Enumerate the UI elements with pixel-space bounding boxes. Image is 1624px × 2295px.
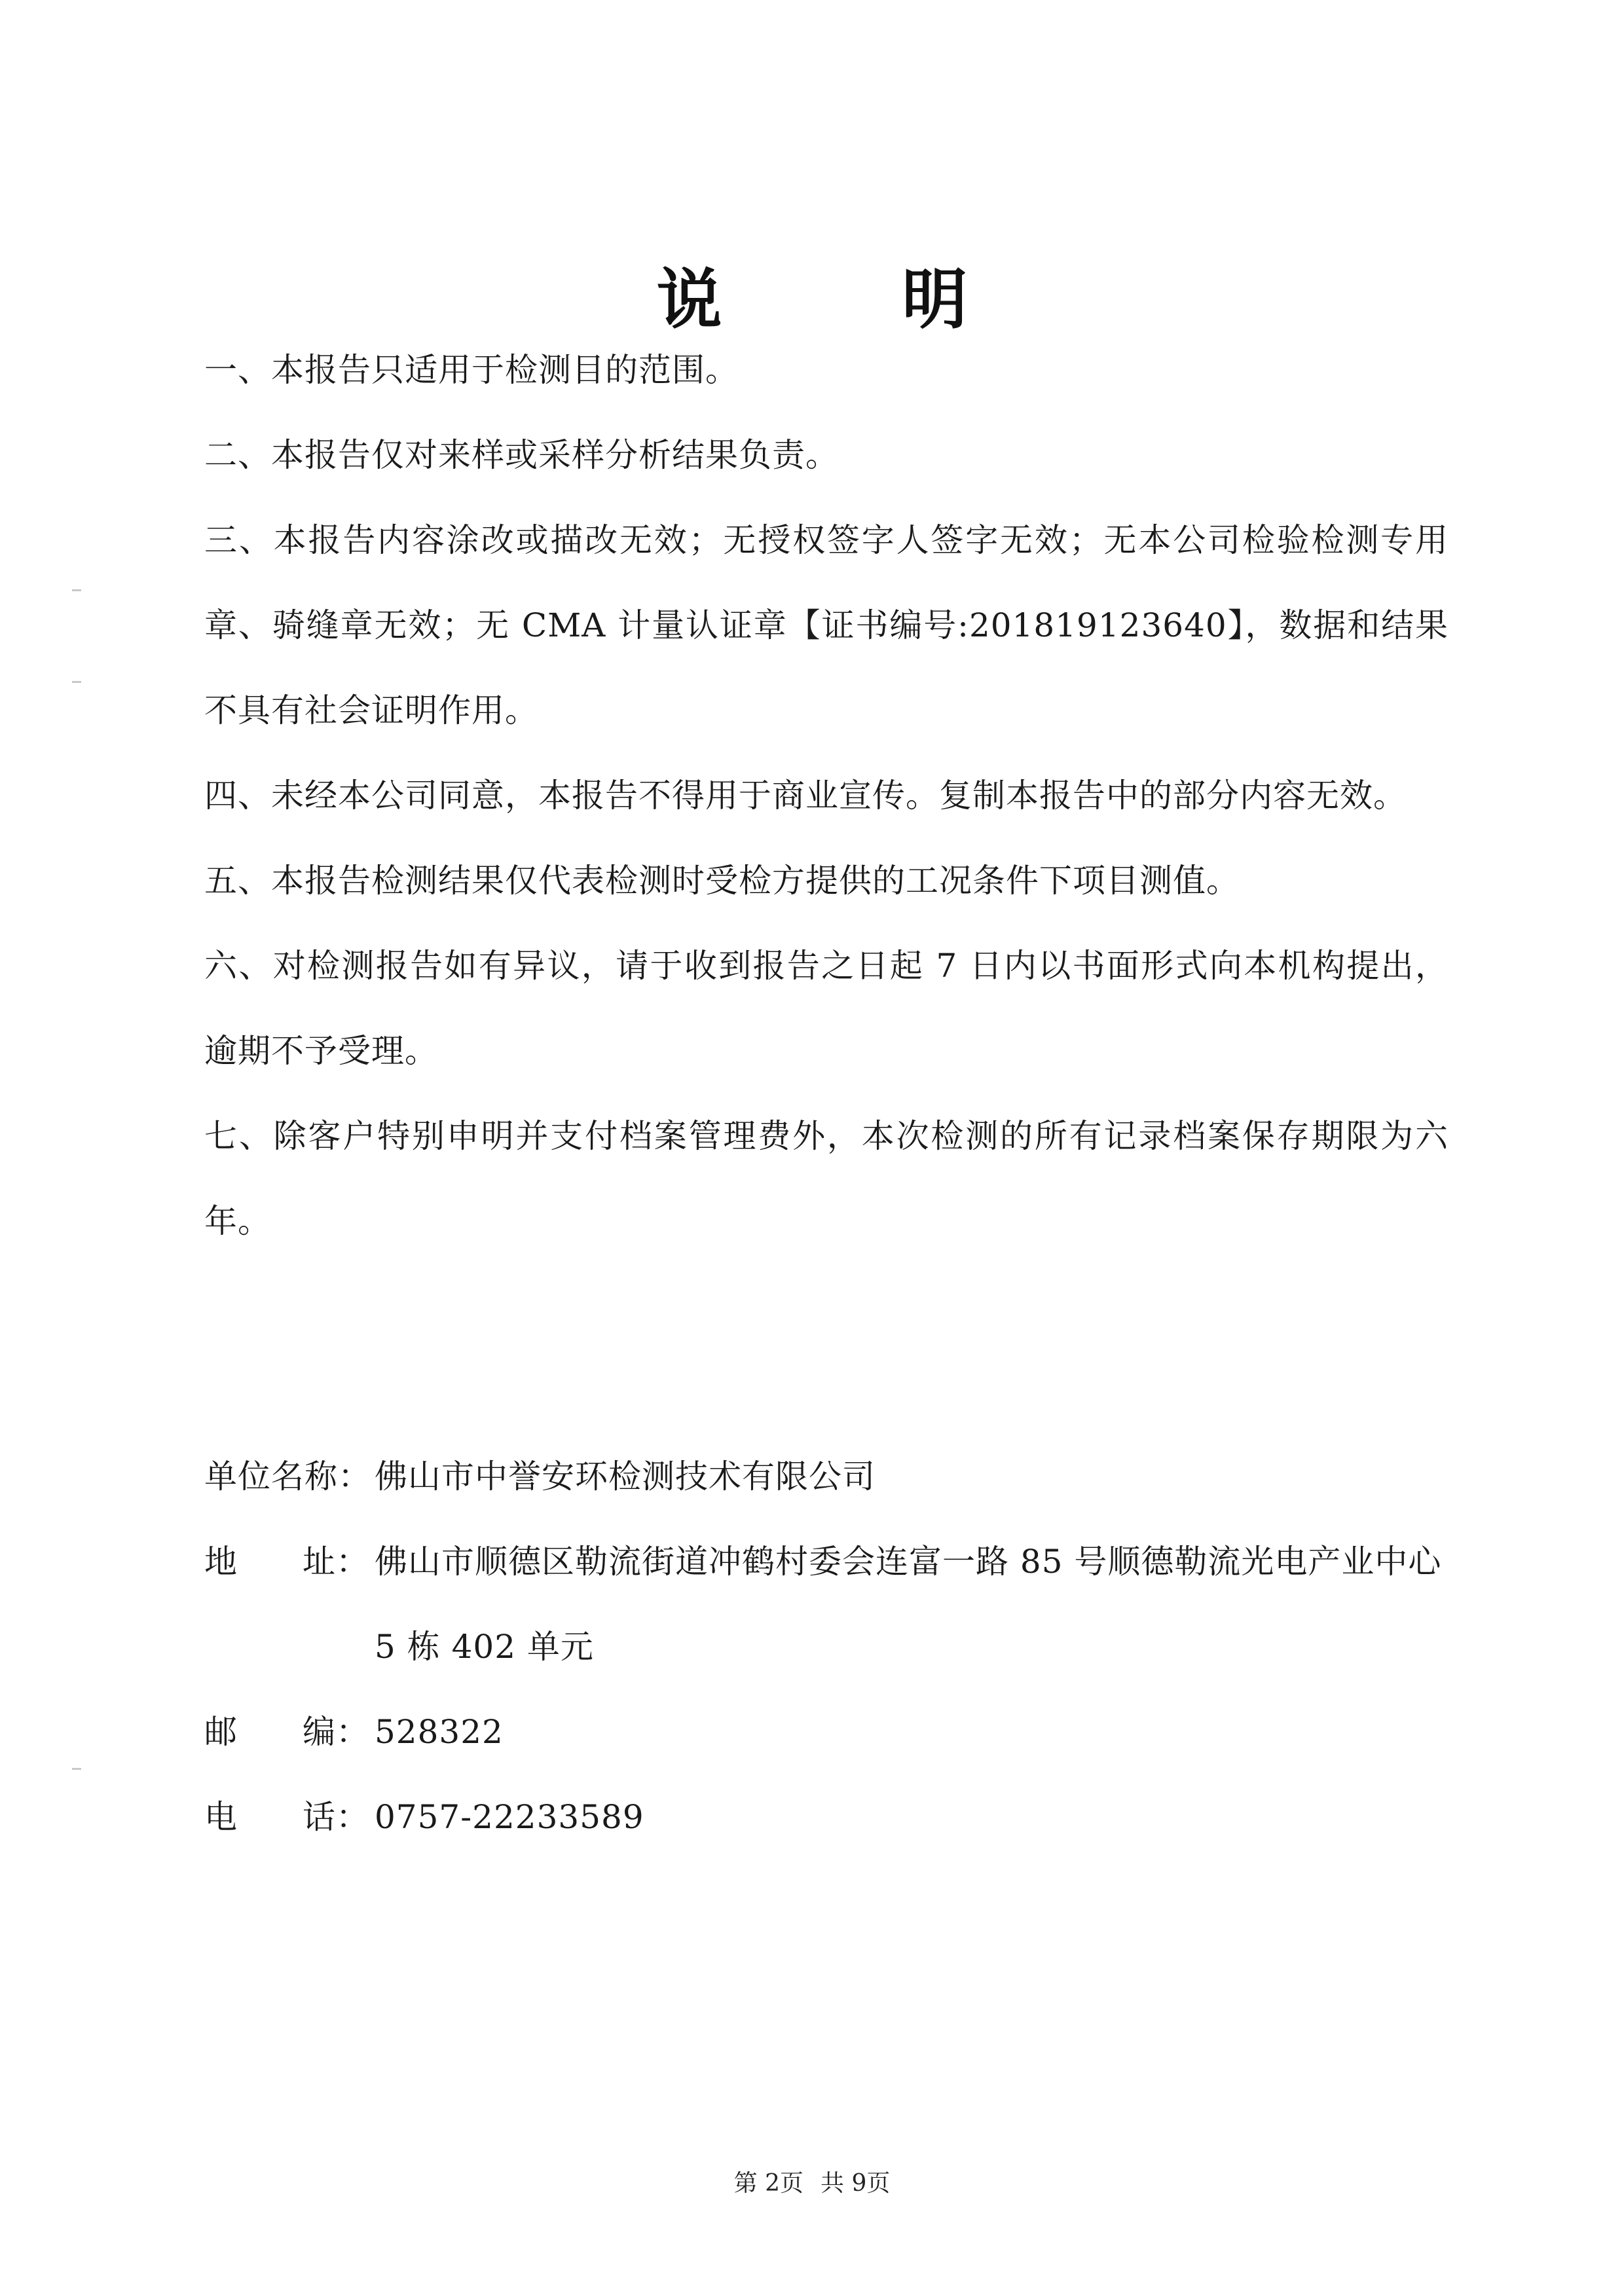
clause-7: 七、除客户特别申明并支付档案管理费外，本次检测的所有记录档案保存期限为六年。 [204,1117,1449,1240]
company-name-row [204,1434,1449,1519]
scan-speck [72,589,81,591]
postcode-row [204,1689,1449,1774]
address-label [204,1519,375,1604]
postcode-label-a: 邮 [204,1713,238,1751]
clause-5: 五、本报告检测结果仅代表检测时受检方提供的工况条件下项目测值。 [204,862,1240,900]
phone-value: 0757-22233589 [375,1798,644,1836]
scan-speck [72,681,81,683]
clause-1: 一、本报告只适用于检测目的范围。 [204,351,739,389]
clause-6: 六、对检测报告如有异议，请于收到报告之日起 7 日内以书面形式向本机构提出，逾期不予受理。 [204,947,1449,1070]
clause-list [204,327,1449,1264]
phone-label [204,1774,375,1860]
phone-row [204,1774,1449,1860]
phone-label-a: 电 [204,1798,238,1836]
clause-3: 三、本报告内容涂改或描改无效；无授权签字人签字无效；无本公司检验检测专用章、骑缝章无效；无 CMA 计量认证章【证书编号:201819123640】，数据和结果不具有社会证明作用。 [204,521,1449,729]
company-name-value: 佛山市中誉安环检测技术有限公司 [375,1458,876,1496]
scan-speck [72,1768,81,1770]
postcode-label-b: 编： [303,1713,369,1751]
postcode-value: 528322 [375,1713,504,1751]
document-title: 说 明 [656,261,1046,338]
phone-label-b: 话： [303,1798,369,1836]
page-footer [0,2167,1624,2200]
company-name-label: 单位名称： [204,1458,371,1496]
postcode-label [204,1689,375,1774]
address-label-b: 址： [303,1543,369,1581]
address-value-line2: 5 栋 402 单元 [375,1628,594,1666]
address-label-a: 地 [204,1543,238,1581]
page-total: 共 9页 [821,2170,891,2197]
address-value-line1: 佛山市顺德区勒流街道冲鹤村委会连富一路 85 号顺德勒流光电产业中心 [375,1543,1442,1581]
address-row [204,1519,1449,1604]
clause-2: 二、本报告仅对来样或采样分析结果负责。 [204,436,839,474]
company-info [204,1434,1449,1860]
page-number: 第 2页 [733,2170,803,2197]
clause-4: 四、未经本公司同意，本报告不得用于商业宣传。复制本报告中的部分内容无效。 [204,777,1407,815]
